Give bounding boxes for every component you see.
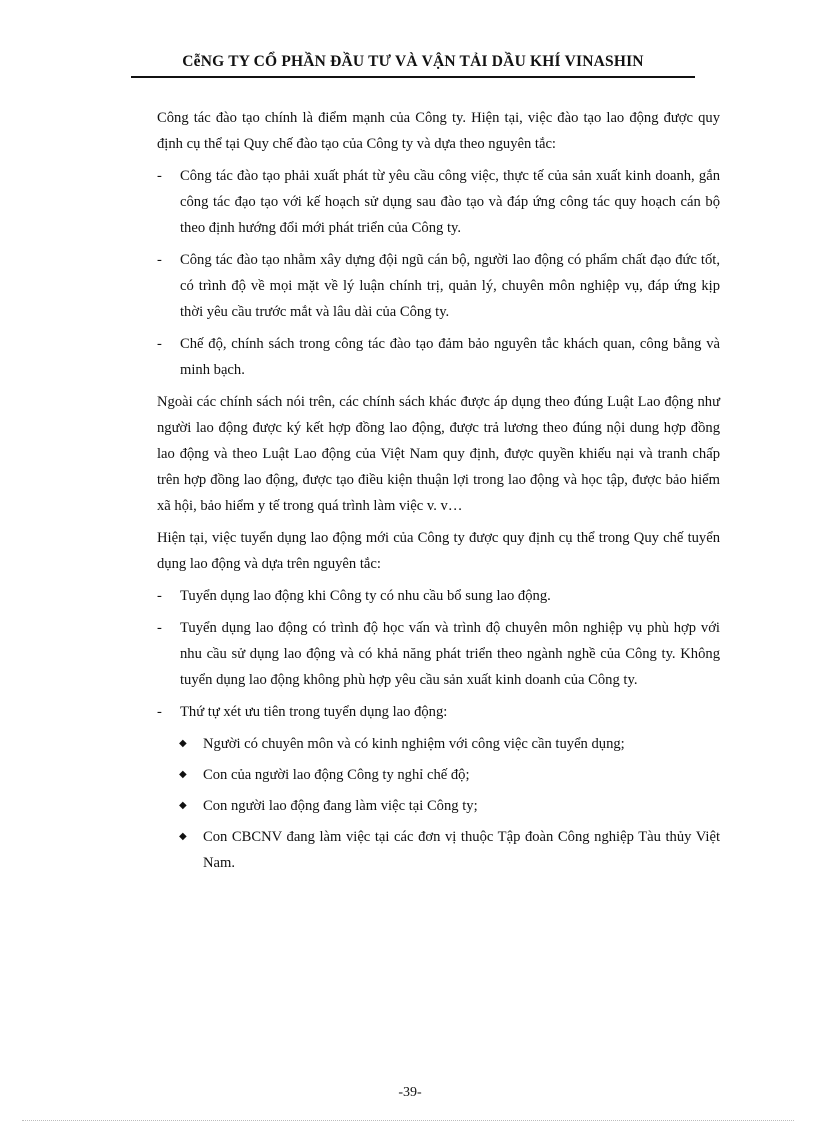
page-header: CễNG TY CỔ PHẦN ĐẦU TƯ VÀ VẬN TẢI DẦU KHÍ VINASHIN — [182, 53, 644, 70]
list-item-text: Tuyển dụng lao động khi Công ty có nhu cầu bổ sung lao động. — [180, 588, 551, 604]
diamond-bullet-icon: ◆ — [179, 769, 187, 780]
dash-marker: - — [157, 588, 162, 604]
recruitment-principle-3 — [157, 699, 720, 725]
page-number: -39- — [398, 1085, 422, 1100]
training-intro: Công tác đào tạo chính là điểm mạnh của Công ty. Hiện tại, việc đào tạo lao động được quy định cụ thể tại Quy chế đào tạo của Công ty và dựa theo nguyên tắc: — [157, 110, 720, 152]
page-bottom-edge — [22, 1120, 794, 1121]
recruitment-intro: Hiện tại, việc tuyển dụng lao động mới của Công ty được quy định cụ thể trong Quy chế tuyển dụng lao động và dựa trên nguyên tắc: — [157, 530, 720, 572]
diamond-bullet-icon: ◆ — [179, 738, 187, 749]
training-principle-1 — [157, 163, 720, 241]
list-item-text: Con CBCNV đang làm việc tại các đơn vị thuộc Tập đoàn Công nghiệp Tàu thủy Việt Nam. — [203, 829, 720, 871]
dash-marker: - — [157, 336, 162, 352]
dash-marker: - — [157, 168, 162, 184]
list-item-text: Thứ tự xét ưu tiên trong tuyển dụng lao động: — [180, 704, 448, 720]
priority-item-2 — [157, 762, 720, 788]
list-item-text: Tuyển dụng lao động có trình độ học vấn và trình độ chuyên môn nghiệp vụ phù hợp với nhu cầu sử dụng lao động và có khả năng phát triển theo ngành nghề của Công ty. Không tuyển dụng lao động không phù hợp yêu cầu sản xuất kinh doanh của Công ty. — [180, 620, 720, 688]
training-principle-3 — [157, 331, 720, 383]
recruitment-principle-2 — [157, 615, 720, 693]
list-item-text: Con người lao động đang làm việc tại Công ty; — [203, 798, 478, 814]
priority-item-1 — [157, 731, 720, 757]
dash-marker: - — [157, 252, 162, 268]
other-policies-paragraph: Ngoài các chính sách nói trên, các chính sách khác được áp dụng theo đúng Luật Lao động như người lao động được ký kết hợp đồng lao động, được trả lương theo đúng nội dung hợp đồng lao động và theo Luật Lao động của Việt Nam quy định, được quyền khiếu nại và tranh chấp trên hợp đồng lao động, được tạo điều kiện thuận lợi trong lao động và học tập, được bảo hiểm xã hội, bảo hiểm y tế trong quá trình làm việc v. v… — [157, 394, 720, 514]
list-item-text: Người có chuyên môn và có kinh nghiệm với công việc cần tuyển dụng; — [203, 736, 625, 752]
list-item-text: Công tác đào tạo phải xuất phát từ yêu cầu công việc, thực tế của sản xuất kinh doanh, gắn công tác đạo tạo với kế hoạch sử dụng sau đào tạo và đáp ứng công tác quy hoạch cán bộ theo định hướng đổi mới phát triển của Công ty. — [180, 168, 720, 236]
dash-marker: - — [157, 620, 162, 636]
list-item-text: Công tác đào tạo nhằm xây dựng đội ngũ cán bộ, người lao động có phẩm chất đạo đức tốt, có trình độ về mọi mặt về lý luận chính trị, quản lý, chuyên môn nghiệp vụ, đáp ứng kịp thời yêu cầu trước mắt và lâu dài của Công ty. — [180, 252, 720, 320]
diamond-bullet-icon: ◆ — [179, 831, 187, 842]
priority-item-3 — [157, 793, 720, 819]
list-item-text: Con của người lao động Công ty nghỉ chế độ; — [203, 767, 470, 783]
diamond-bullet-icon: ◆ — [179, 800, 187, 811]
training-principle-2 — [157, 247, 720, 325]
list-item-text: Chế độ, chính sách trong công tác đào tạo đảm bảo nguyên tắc khách quan, công bằng và minh bạch. — [180, 336, 720, 378]
document-body — [157, 105, 720, 881]
dash-marker: - — [157, 704, 162, 720]
priority-item-4 — [157, 824, 720, 876]
priority-list — [157, 731, 720, 876]
header-rule — [131, 76, 695, 78]
recruitment-principle-1 — [157, 583, 720, 609]
